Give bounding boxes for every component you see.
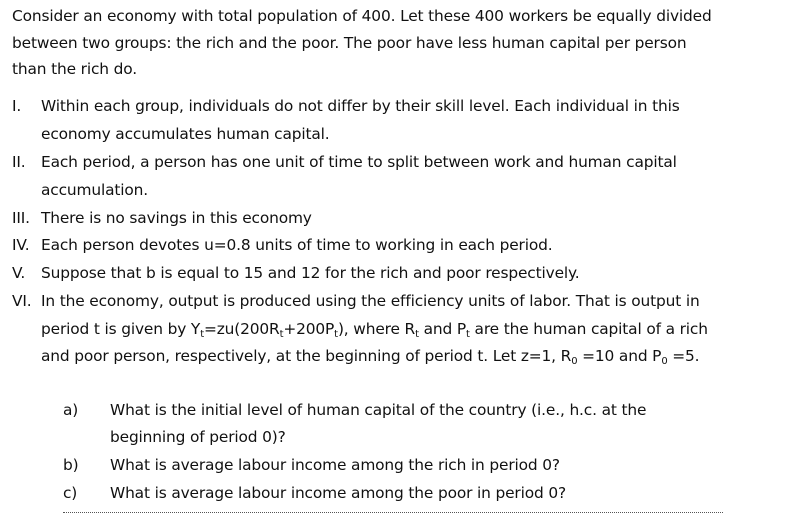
question-label-b: b) <box>63 456 79 474</box>
cut-off-next-line <box>63 508 723 514</box>
item-ii-line-2: accumulation. <box>41 181 148 199</box>
item-iii-line-1: There is no savings in this economy <box>41 209 312 227</box>
intro-line-2: between two groups: the rich and the poor. The poor have less human capital per person <box>12 34 687 52</box>
vi-l2-sub-3: t <box>334 329 338 340</box>
question-a-line-2: beginning of period 0)? <box>110 428 286 446</box>
item-number-iii: III. <box>12 209 30 227</box>
question-a-line-1: What is the initial level of human capital of the country (i.e., h.c. at the <box>110 401 647 419</box>
vi-l2-b: =zu(200R <box>203 320 280 338</box>
question-label-c: c) <box>63 484 78 502</box>
vi-l3-a: and poor person, respectively, at the beginning of period t. Let z=1, R <box>41 347 572 365</box>
question-c-line-1: What is average labour income among the poor in period 0? <box>110 484 567 502</box>
question-label-a: a) <box>63 401 79 419</box>
vi-l2-a: period t is given by Y <box>41 320 201 338</box>
item-vi-line-2 <box>41 319 708 342</box>
vi-l2-f: are the human capital of a rich <box>469 320 708 338</box>
intro-line-1: Consider an economy with total population of 400. Let these 400 workers be equally divided <box>12 7 712 25</box>
vi-l3-sub-2: 0 <box>661 356 668 367</box>
vi-l3-c: =5. <box>667 347 700 365</box>
item-number-vi: VI. <box>12 292 32 310</box>
vi-l2-sub-2: t <box>279 329 284 340</box>
item-iv-line-1: Each person devotes u=0.8 units of time to working in each period. <box>41 236 553 254</box>
vi-l2-sub-5: t <box>466 329 470 340</box>
item-number-ii: II. <box>12 153 26 171</box>
intro-line-3: than the rich do. <box>12 60 137 78</box>
item-v-line-1: Suppose that b is equal to 15 and 12 for the rich and poor respectively. <box>41 264 580 282</box>
vi-l2-d: ), where R <box>337 320 416 338</box>
item-vi-line-1: In the economy, output is produced using the efficiency units of labor. That is output in <box>41 292 700 310</box>
item-number-iv: IV. <box>12 236 30 254</box>
question-b-line-1: What is average labour income among the rich in period 0? <box>110 456 560 474</box>
item-vi-line-3 <box>41 346 699 369</box>
item-ii-line-1: Each period, a person has one unit of time to split between work and human capital <box>41 153 677 171</box>
vi-l2-sub-1: t <box>200 329 204 340</box>
vi-l2-e: and P <box>418 320 467 338</box>
item-i-line-1: Within each group, individuals do not differ by their skill level. Each individual in this <box>41 97 680 115</box>
vi-l3-sub-1: 0 <box>571 356 578 367</box>
vi-l2-c: +200P <box>283 320 335 338</box>
item-number-i: I. <box>12 97 22 115</box>
vi-l2-sub-4: t <box>415 329 419 340</box>
item-i-line-2: economy accumulates human capital. <box>41 125 330 143</box>
item-number-v: V. <box>12 264 26 282</box>
vi-l3-b: =10 and P <box>577 347 662 365</box>
